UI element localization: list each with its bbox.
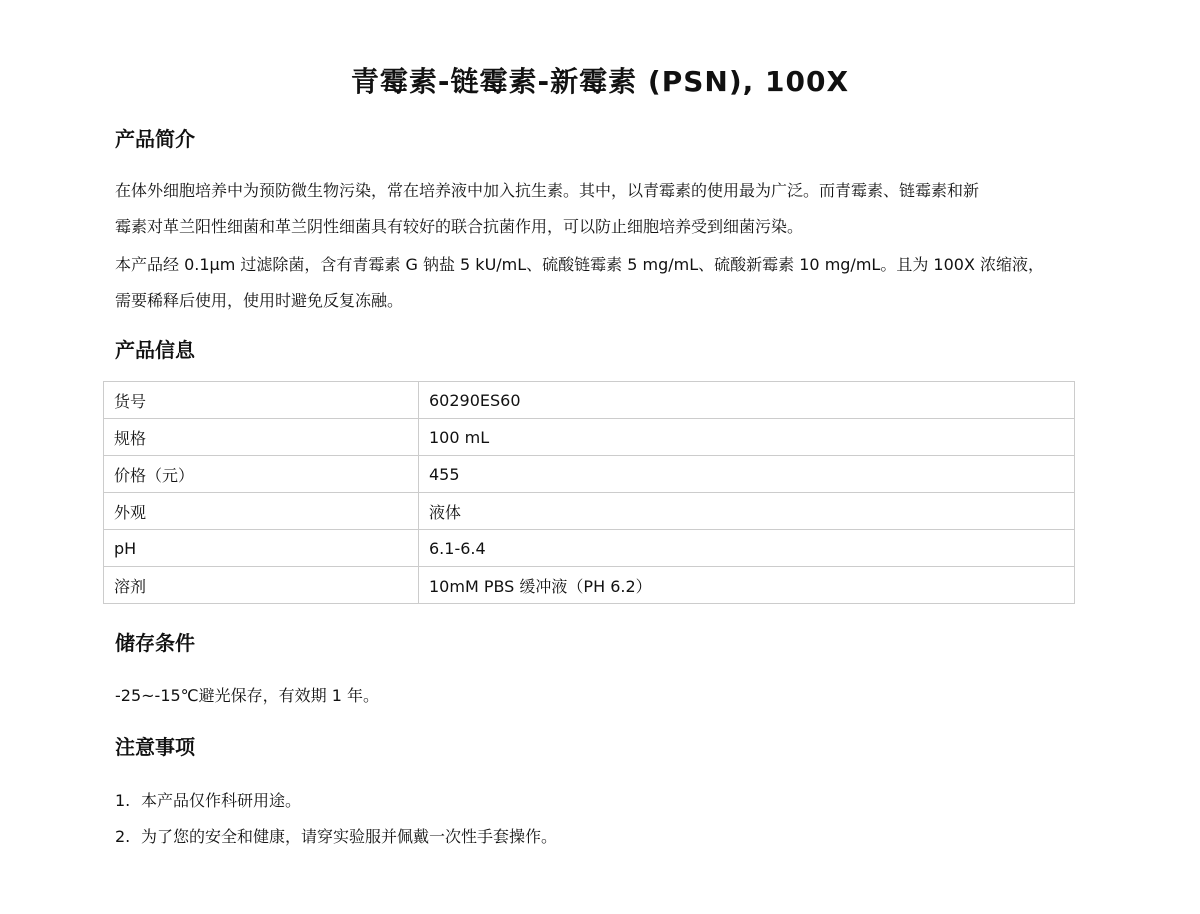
list-item: [115, 822, 557, 852]
table-cell-value: 455: [419, 456, 1075, 493]
product-info-table: [103, 381, 1075, 604]
storage-text: -25~-15℃避光保存，有效期 1 年。: [115, 686, 379, 705]
table-row: [104, 567, 1075, 604]
table-cell-key: 溶剂: [104, 567, 419, 604]
list-item-number: 2.: [115, 827, 131, 846]
page-title: 青霉素-链霉素-新霉素 (PSN), 100X: [350, 65, 850, 98]
list-item: [115, 786, 301, 816]
section-heading-info: 产品信息: [115, 338, 195, 362]
table-cell-value: 10mM PBS 缓冲液（PH 6.2）: [419, 567, 1075, 604]
table-row: [104, 382, 1075, 419]
table-cell-key: 规格: [104, 419, 419, 456]
table-cell-value: 60290ES60: [419, 382, 1075, 419]
intro-line-3: 本产品经 0.1μm 过滤除菌，含有青霉素 G 钠盐 5 kU/mL、硫酸链霉素 5 mg/mL、硫酸新霉素 10 mg/mL。且为 100X 浓缩液，: [115, 255, 1044, 274]
table-cell-key: 外观: [104, 493, 419, 530]
table-row: [104, 419, 1075, 456]
list-item-number: 1.: [115, 791, 131, 810]
table-cell-key: 货号: [104, 382, 419, 419]
table-cell-key: 价格（元）: [104, 456, 419, 493]
intro-line-4: 需要稀释后使用，使用时避免反复冻融。: [115, 291, 404, 310]
section-heading-intro: 产品简介: [115, 127, 195, 151]
section-heading-storage: 储存条件: [115, 631, 195, 655]
table-cell-value: 6.1-6.4: [419, 530, 1075, 567]
table-cell-value: 100 mL: [419, 419, 1075, 456]
table-row: [104, 456, 1075, 493]
list-item-text: 为了您的安全和健康，请穿实验服并佩戴一次性手套操作。: [141, 827, 558, 846]
table-cell-value: 液体: [419, 493, 1075, 530]
table-row: [104, 493, 1075, 530]
intro-line-2: 霉素对革兰阳性细菌和革兰阴性细菌具有较好的联合抗菌作用，可以防止细胞培养受到细菌污染。: [115, 217, 804, 236]
table-row: [104, 530, 1075, 567]
section-heading-notes: 注意事项: [115, 735, 195, 759]
table-cell-key: pH: [104, 530, 419, 567]
list-item-text: 本产品仅作科研用途。: [141, 791, 302, 810]
intro-line-1: 在体外细胞培养中为预防微生物污染，常在培养液中加入抗生素。其中，以青霉素的使用最为广泛。而青霉素、链霉素和新: [115, 181, 980, 200]
